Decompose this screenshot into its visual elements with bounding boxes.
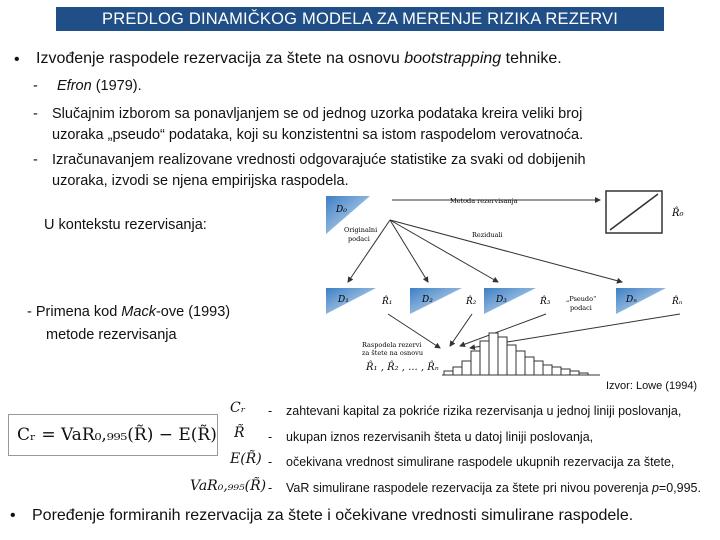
original-label-2: podaci — [348, 235, 370, 243]
sample-2-triangle — [410, 288, 462, 314]
sample-1-d: D₁ — [338, 295, 349, 305]
arrow-sample-3 — [390, 220, 498, 282]
histogram — [444, 333, 588, 375]
def-var — [286, 481, 701, 495]
bullet-1 — [36, 50, 562, 68]
histogram-bar — [462, 361, 471, 375]
sample-3-r: R̂₃ — [540, 297, 551, 307]
bullet-1-text-a: Izvođenje raspodele rezervacija za štete na osnovu — [36, 50, 405, 67]
dist-estimates: R̂₁ , R̂₂ , ... , R̂ₙ — [366, 362, 439, 373]
bootstrap-diagram — [300, 190, 720, 380]
bullet-marker: • — [10, 507, 16, 524]
bullet-2: Poređenje formiranih rezervacija za štete i očekivane vrednosti simulirane raspodele. — [32, 507, 634, 524]
efron-year: (1979). — [91, 78, 142, 94]
histogram-bar — [471, 351, 480, 375]
dash: - — [33, 106, 38, 122]
d0-label: D₀ — [336, 205, 347, 215]
arrow-sample-2 — [390, 220, 428, 282]
dash: - — [268, 455, 273, 469]
sample-2 — [410, 288, 477, 314]
dist-label-1: Raspodela rezervi — [362, 341, 422, 349]
histogram-bar — [552, 367, 561, 375]
histogram-bar — [561, 369, 570, 375]
dash: - — [268, 430, 273, 444]
histogram-bar — [516, 351, 525, 375]
bullet-1-text-b: tehnike. — [501, 50, 562, 67]
sample-3 — [484, 288, 551, 314]
sample-3-triangle — [484, 288, 536, 314]
dash: - — [268, 481, 273, 495]
pseudo-label-2: podaci — [570, 304, 592, 312]
formula-box: Cᵣ = VaR₀,₉₉₅(R̃) − E(R̃) — [8, 414, 218, 456]
bullet-1-italic: bootstrapping — [404, 50, 502, 67]
histogram-bar — [489, 333, 498, 375]
pseudo-label-1: „Pseudo“ — [566, 295, 597, 303]
sub-item-2-line-2: uzoraka „pseudo“ podataka, koji su konzistentni sa istom raspodelom verovatnoća. — [52, 127, 584, 143]
context-label: U kontekstu rezervisanja: — [44, 217, 207, 233]
source-label: Izvor: Lowe (1994) — [606, 380, 698, 392]
arrow-hist-2 — [450, 314, 472, 346]
def-text-var: VaR simulirane raspodele rezervacija za štete pri nivou poverenja — [286, 481, 652, 495]
sample-n-triangle — [616, 288, 666, 314]
histogram-bar — [570, 371, 579, 375]
sample-2-d: D₂ — [422, 295, 433, 305]
def-text-r: ukupan iznos rezervisanih šteta u datoj liniji poslovanja, — [286, 430, 594, 444]
dash: - — [33, 152, 38, 168]
sample-1-r: R̂₁ — [382, 297, 393, 307]
def-text-er: očekivana vrednost simulirane raspodele ukupnih rezervacija za štete, — [286, 455, 675, 469]
sub-item-3-line-2: uzoraka, izvodi se njena empirijska raspodela. — [52, 173, 349, 189]
sample-n-r: R̂ₙ — [672, 297, 683, 307]
mack-name: Mack — [121, 304, 156, 320]
def-p-value: =0,995. — [658, 481, 701, 495]
method-label: Metoda rezervisanja — [450, 197, 518, 205]
histogram-bar — [453, 367, 462, 375]
sample-1 — [326, 288, 392, 314]
sample-n — [616, 288, 683, 314]
sample-1-triangle — [326, 288, 376, 314]
sample-3-d: D₃ — [496, 295, 507, 305]
histogram-bar — [498, 337, 507, 375]
def-symbol-er: E(R̃) — [230, 451, 262, 467]
histogram-bar — [507, 345, 516, 375]
histogram-bar — [534, 361, 543, 375]
mack-year: -ove (1993) — [155, 304, 231, 320]
def-symbol-var: VaR₀,₉₉₅(R̃) — [190, 478, 267, 494]
sub-item-2-line-1: Slučajnim izborom sa ponavljanjem se od jednog uzorka podataka kreira veliki broj — [52, 106, 583, 122]
dist-label-2: za štete na osnovu — [362, 349, 424, 357]
histogram-bar — [543, 365, 552, 375]
histogram-bar — [444, 371, 453, 375]
arrow-sample-n — [390, 220, 622, 282]
original-label-1: Originalni — [344, 226, 378, 234]
sub-item-3-line-1: Izračunavanjem realizovane vrednosti odgovarajuće statistike za svaki od dobijenih — [52, 152, 586, 168]
efron-name: Efron — [57, 78, 92, 94]
page-title: PREDLOG DINAMIČKOG MODELA ZA MERENJE RIZIKA REZERVI — [56, 7, 664, 31]
dash: - — [33, 78, 38, 94]
mack-line-1 — [27, 304, 230, 320]
def-symbol-r: R̃ — [234, 425, 245, 441]
histogram-bar — [480, 341, 489, 375]
histogram-bar — [525, 357, 534, 375]
sample-2-r: R̂₂ — [466, 297, 477, 307]
mack-prefix: - Primena kod — [27, 304, 122, 320]
bullet-marker: • — [14, 51, 20, 68]
def-symbol-cr: Cᵣ — [230, 400, 246, 416]
dash: - — [268, 404, 273, 418]
mack-line-2: metode rezervisanja — [46, 327, 177, 343]
def-p: p — [651, 481, 659, 495]
sample-n-d: Dₙ — [626, 295, 637, 305]
efron-item — [57, 78, 142, 94]
r0-label: R̂₀ — [672, 208, 684, 219]
residuals-label: Reziduali — [472, 231, 503, 239]
def-text-cr: zahtevani kapital za pokriće rizika rezervisanja u jednoj liniji poslovanja, — [286, 404, 682, 418]
